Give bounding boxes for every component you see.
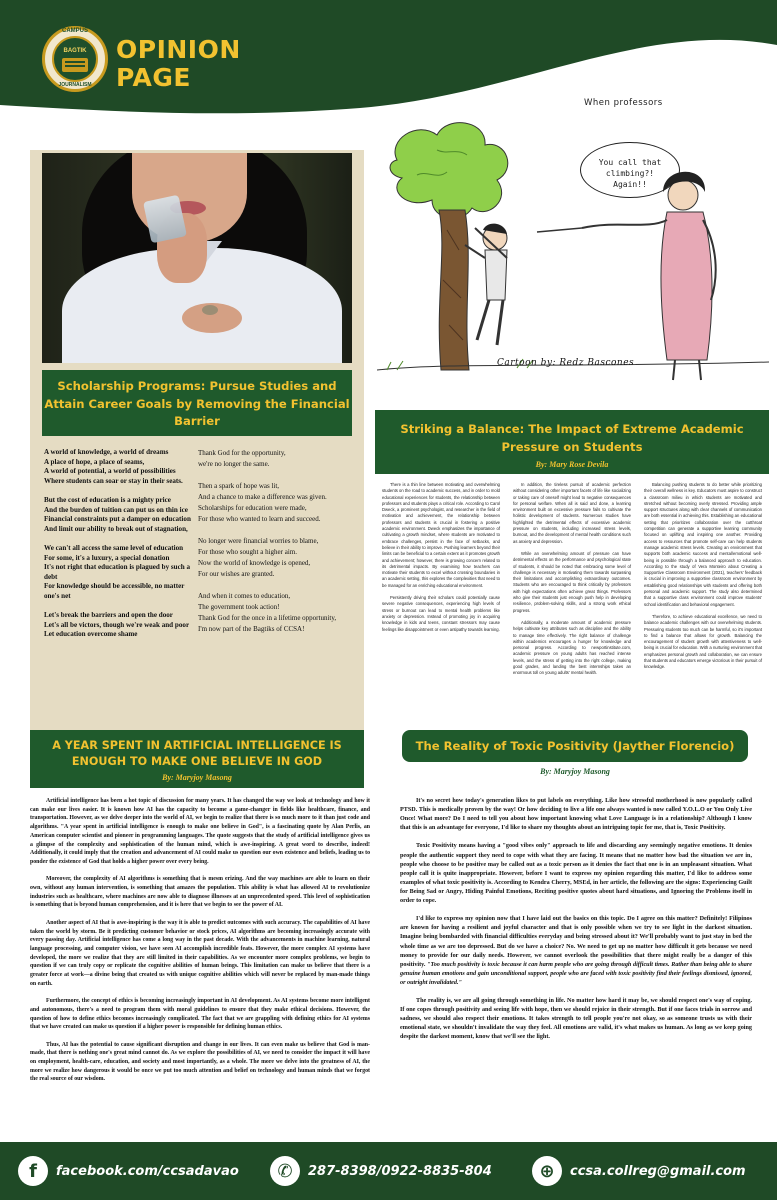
- speech-bubble: [580, 142, 680, 198]
- toxic-headline: The Reality of Toxic Positivity (Jayther Florencio): [402, 730, 748, 762]
- logo-emblem: [52, 36, 98, 82]
- article-paragraph: While an overwhelming amount of pressure can have detrimental effects on the performance and psychological state of students, it should be noted that embracing some level of challenge is necessary in motivating them towards surpassing their limitations and accomplishing extraordinary outcomes. Students who are encouraged to think critically by professors with high expectations often achieve great things. Professors who give their students just enough push help in developing resilience, problem-solving skills, and a strong work ethical progress.: [513, 550, 631, 613]
- coin-icon: [202, 305, 218, 315]
- poem-stanza: [198, 448, 344, 470]
- article-paragraph: [400, 915, 752, 988]
- facebook-text: facebook.com/ccsadavao: [56, 1163, 239, 1179]
- poem-right-column: [198, 448, 344, 646]
- article-paragraph: The reality is, we are all going through something in life. No matter how hard it may be, we should respect one's way of coping. If one copes through positivity and seeing life with hope, then we should rejoice in their strength. But if one faces trials in sorrow and sadness, we should also respect their emotions. It takes strength to tell people you're not okay, so as someone trusts us with their emotional state, we shouldn't invalidate the way they feel. All emotions are valid, it's what makes us human. As long as we keep going despite the darkest moment, know that we'll see the light.: [400, 998, 752, 1041]
- poem-line: But the cost of education is a mighty price: [44, 495, 171, 504]
- poem-line: Let's break the barriers and open the door: [44, 611, 173, 620]
- printing-press-icon: [62, 58, 88, 72]
- poem-line: Let's all be victors, though we're weak and poor: [44, 620, 190, 629]
- balance-headline: Striking a Balance: The Impact of Extreme Academic Pressure on Students: [400, 422, 744, 454]
- poem-line: For some, it's a luxury, a special donation: [44, 553, 170, 562]
- poem-line: A world of potential, a world of possibilities: [44, 467, 176, 476]
- poem-line: Now the world of knowledge is opened,: [198, 559, 311, 567]
- article-column: [382, 482, 500, 639]
- article-paragraph: Toxic Positivity means having a "good vibes only" approach to life and discarding any seemingly negative emotions. It denies people the authentic support they need to cope with what they are facing. It means that no matter how bad the situation we are in, people who choose to be positive may be called out as a toxic person as it denies the fact that one is in an unpleasant situation. What people call it is quite inappropriate. However, before I want to express my opinion regarding this matter, I'd like to address some examples of what toxic positivity is. According to Kendra Cherry, MSEd, in her article, the following are the signs: Experiencing Guilt for Being Sad or Angry, Hiding Painful Emotions, Reciting positive quotes about hard situations, and Ignoring the Problems itself in order to cope.: [400, 843, 752, 905]
- page-title-line2: PAGE: [116, 63, 191, 92]
- poem-line: Financial constraints put a damper on education: [44, 515, 191, 524]
- phone-link[interactable]: [270, 1156, 492, 1186]
- toxic-article: [400, 797, 752, 1052]
- article-paragraph: Additionally, a moderate amount of academic pressure helps cultivate key attributes such as discipline and the ability to manage time effectively. The right balance of challenge within academics encourages a hunger for knowledge and personal progress. According to newportinstitute.com, academic pressure on young adults has reached intense levels, and the stress of getting into the right college, making good grades, and landing the best internships takes an enormous toll on young adults' mental health.: [513, 619, 631, 676]
- article-column: [513, 482, 631, 683]
- paragraph-lead: I'd like to express my opinion now that I have laid out the basics on this topic. Do I agree on this matter? Definitely! Filipinos are known for having a resilient and joyful character and that is only possible when we try to see light in the darkest situation. Imagine being bombarded with financial difficulties everyday and being stressed about it? We'll probably want to just stay in bed the whole time as we are too depressed. But do we have a choice? No. We need to get up no matter how difficult it gets because we need money to provide for our daily needs. However, we cannot overlook the possibilities that there might really be a danger of this positivity.: [400, 916, 752, 968]
- poem-stanza: [44, 448, 192, 486]
- poem-line: I'm now part of the Bagtiks of CCSA!: [198, 625, 305, 633]
- poem-line: Scholarships for education were made,: [198, 504, 307, 512]
- poem-line: For our wishes are granted.: [198, 570, 275, 578]
- logo-center-text: BAGTIK: [63, 48, 87, 54]
- phone-icon: ✆: [270, 1156, 300, 1186]
- article-paragraph: Therefore, to achieve educational excellence, we need to balance academic challenges with our overwhelming students. Pressuring students too much can be harmful, so it's important to find a balance that allows for growth. Balancing the encouragement of student growth with attentiveness to well-being is crucial for education. With a nurturing environment that emphasizes personal growth and collaboration, we can ensure that students and educators emerge victorious in their pursuit of knowledge.: [644, 613, 763, 670]
- email-link[interactable]: [532, 1156, 746, 1186]
- article-paragraph: In addition, the tireless pursuit of academic perfection without considering other important facets of life like socializing or taking care of oneself might lead to negative consequences for personal welfare. When all is said and done, a learning environment built on excessive pressure fails to cultivate the holistic development of students. Numerous studies have highlighted the detrimental effects of excessive academic pressure on students, including increased stress levels, burnout, and the development of mental health conditions such as anxiety and depression.: [513, 482, 631, 544]
- article-paragraph: Another aspect of AI that is awe-inspiring is the way it is able to predict outcomes with such accuracy. The capabilities of AI have taken the world by storm. Be it predicting customer behavior or stock prices, AI algorithms are becoming increasingly accurate with every passing day. Artificial intelligence has come a long way in the past decade. With the advancements in machine learning, natural language processing, and computer vision, we have seen AI accomplish incredible feats. However, the more complex AI systems have developed, the more we realize that they are still limited in their capabilities. As we encounter more complex problems, we begin to question if we can truly copy or replicate the cognitive abilities of human beings. This limitation can make us believe that there is a greater force at work—a divine being that created us with unique cognitive abilities which will never be replaced by man-made things on earth.: [30, 919, 370, 987]
- poem-stanza: [44, 496, 192, 534]
- poem-line: A place of hope, a place of seams,: [44, 457, 145, 466]
- article-paragraph: Artificial intelligence has been a hot topic of discussion for many years. It has changed the way we look at technology and how it can make our lives easier. It is known how AI has the capacity to become a game-changer in fields like healthcare, finance, and transportation. However, as we delve deeper into the world of AI, we begin to realize that there is so much more to it than just code and algorithms. "A year spent in artificial intelligence is enough to make one believe in God", is a fascinating quote by Alan Perlis, an American computer scientist and pioneer in programming languages. The quote suggests that the study of artificial intelligence gives us a glimpse of the complexity and sophistication of the human mind, which is awe-inspiring. A great word to describe, indeed! Additionally, it could imply that the creation and advancement of AI could make us question our own existence and beliefs, leading us to ponder the existence of God that holds a higher power over every being.: [30, 798, 370, 865]
- ai-headline: A YEAR SPENT IN ARTIFICIAL INTELLIGENCE IS ENOUGH TO MAKE ONE BELIEVE IN GOD: [52, 739, 342, 768]
- poem-line: The government took action!: [198, 603, 280, 611]
- page-title: [116, 36, 241, 92]
- campus-journalism-logo: [42, 26, 108, 92]
- scholarship-panel: [30, 150, 364, 755]
- email-text: ccsa.collreg@gmail.com: [570, 1163, 746, 1179]
- toxic-byline: By: Maryjoy Masong: [540, 767, 610, 776]
- logo-ring-bottom-text: JOURNALISM: [58, 82, 92, 88]
- speech-line: Again!!: [613, 180, 647, 189]
- poem-line: For those who wanted to learn and succeed.: [198, 515, 321, 523]
- ai-article: [30, 797, 370, 1093]
- phone-text: 287-8398/0922-8835-804: [308, 1163, 492, 1179]
- poem-line: Where students can soar or stay in their seats.: [44, 476, 183, 485]
- poem-line: And the burden of tuition can put us on thin ice: [44, 505, 188, 514]
- poem-line: Thank God for the opportunity,: [198, 449, 286, 457]
- poem-stanza: [44, 544, 192, 602]
- poem-line: we're no longer the same.: [198, 460, 270, 468]
- page-title-line1: OPINION: [116, 35, 241, 64]
- footer-bar: [0, 1142, 777, 1200]
- poem-line: We can't all access the same level of education: [44, 543, 184, 552]
- student-coins-photo: [42, 153, 352, 363]
- poem-stanza: [198, 536, 344, 580]
- poem-line: Let education overcome shame: [44, 630, 138, 639]
- poem-stanza: [198, 591, 344, 635]
- scholarship-headline: Scholarship Programs: Pursue Studies and Attain Career Goals by Removing the Financial Barrier: [42, 370, 352, 436]
- editorial-cartoon: [377, 100, 769, 385]
- cartoon-top-text: When professors: [584, 98, 663, 108]
- cartoon-caption: Cartoon by: Redz Bascones: [497, 358, 635, 368]
- ai-byline: By: Maryjoy Masong: [162, 773, 232, 782]
- poem-line: A world of knowledge, a world of dreams: [44, 448, 169, 456]
- article-paragraph: Persistently driving their scholars could potentially cause severe negative consequences, experiencing high levels of stress or burnout can lead to mental health problems like anxiety or depression. Instead of promoting joy in acquiring knowledge in kids and teens, constant stressors may cause feelings like disappointment or even antipathy towards learning.: [382, 595, 500, 632]
- poem-line: No longer were financial worries to blame,: [198, 537, 319, 545]
- speech-line: You call that climbing?!: [598, 158, 662, 178]
- poem-line: And when it comes to education,: [198, 592, 291, 600]
- article-column: [644, 482, 762, 677]
- poem-line: And a chance to make a difference was given.: [198, 493, 327, 501]
- ai-headline-box: [30, 730, 364, 788]
- poem-line: Then a spark of hope was lit,: [198, 482, 280, 490]
- balance-headline-box: [375, 410, 769, 474]
- poem-line: It's not right that education is plagued by such a debt: [44, 563, 191, 581]
- poem-left-column: [44, 448, 192, 649]
- globe-icon: ⊕: [532, 1156, 562, 1186]
- logo-ring-top-text: CAMPUS: [61, 28, 88, 34]
- poem-line: And limit our ability to break out of stagnation,: [44, 524, 188, 533]
- balance-byline: By: Mary Rose Devila: [535, 460, 609, 469]
- poem-line: For knowledge should be accessible, no matter one's net: [44, 582, 185, 600]
- poem-line: Thank God for the once in a lifetime opportunity,: [198, 614, 337, 622]
- balance-article: [382, 482, 762, 762]
- facebook-icon: f: [18, 1156, 48, 1186]
- facebook-link[interactable]: [18, 1156, 239, 1186]
- article-paragraph: It's no secret how today's generation likes to put labels on everything. Like how stressful motherhood is now popularly called PTSD. This is medically proven by the way! Or how deciding to live a life one always wanted is now called Y.O.L.O or You Only Live Once! What more? Do I need to tell you about how important knowing what Love Language is in a relationship? Although I know that this is an advantage for everyone, I'd like to share my thoughts about an intriguing topic for me, that is, Toxic Positivity.: [400, 798, 752, 832]
- article-paragraph: There is a thin line between motivating and overwhelming students on the road to academic success, and in order to mold educational experiences for students, the relationship between professors and students plays a critical role. According to Carol Dweck, a prominent psychologist, and researcher in the field of motivation and achievement, the relationship between professors and students is crucial in fostering a positive academic environment. Dweck emphasizes the importance of cultivating a growth mindset, where students are motivated to embrace challenges, persist in the face of setbacks, and believe in their ability to improve. Pushing learners beyond their limits can be beneficial to a certain extent as it promotes growth and achievement; however, there is growing concern related to its detrimental impacts. By examining how teachers can motivate their students to excel without crossing boundaries in an academic setting, this explores the complexities that need to be managed for an enriching educational environment.: [382, 482, 500, 588]
- pull-quote: "Too much positivity is toxic because it can harm people who are going through difficult times. Rather than being able to share genuine human emotions and gain unconditional support, people who are faced with toxic positivity find their feelings dismissed, ignored, or outright invalidated.": [400, 961, 752, 986]
- poem-stanza: [44, 611, 192, 640]
- poem-line: For those who sought a higher aim.: [198, 548, 297, 556]
- article-paragraph: Furthermore, the concept of ethics is becoming increasingly important in AI development. As AI systems become more intelligent and autonomous, there's a need to program them with moral guidelines to ensure that they make ethical decisions. However, the question of how to define ethics becomes increasingly complicated. The fact that we are grappling with defining ethics for AI systems that we have created can make us question if a higher power is responsible for defining human ethics.: [30, 998, 370, 1031]
- article-paragraph: Thus, AI has the potential to cause significant disruption and change in our lives. It can even make us believe that God is man-made, that there is nothing one's great mind cannot do. As we explore the possibilities of AI, we need to consider the impact it will have on employment, health-care, education, and society and most importantly, as a whole. The more we delve into the greatness of AI, the more we realize how dangerous it would be once we put too much attention and belief on technology and human minds that we forgot the real source of our wisdom.: [30, 1041, 370, 1083]
- article-paragraph: Balancing pushing students to do better while prioritizing their overall wellness is key. Educators must aspire to construct a classroom milieu in which students are motivated and stretched without becoming overly stressed. Providing ample support structures along with clear channels of communication are both essential in achieving this. Establishing an educational setting that prioritizes collaboration over the cutthroat competition can generate a supportive learning community focused on uplifting and inspiring one another. Providing access to resources that promote self-care can help students manage academic stress levels. Creating an environment that supports both academic success and mental/emotional well-being is possible through a balanced approach to education. According to the study of Vera Monteiro about Creating a Supportive Classroom Environment (2021), teachers' feedback is crucial in improving a supportive classroom environment by establishing good relationships with students and offering both personal and academic support. The study also determined that a supportive class environment could improve students' school identification and behavioral engagement.: [644, 482, 762, 607]
- poem-stanza: [198, 481, 344, 525]
- article-paragraph: Moreover, the complexity of AI algorithms is something that is mesm erizing. And the way machines are able to learn on their own, without any human intervention, is something that amazes the population. This ability is what has allowed AI to revolutionize industries such as healthcare, where machines are now able to diagnose illnesses at an unprecedented speed. This level of sophistication is something that is beyond human comprehension, and it is here that we begin to see the power of AI.: [30, 876, 370, 909]
